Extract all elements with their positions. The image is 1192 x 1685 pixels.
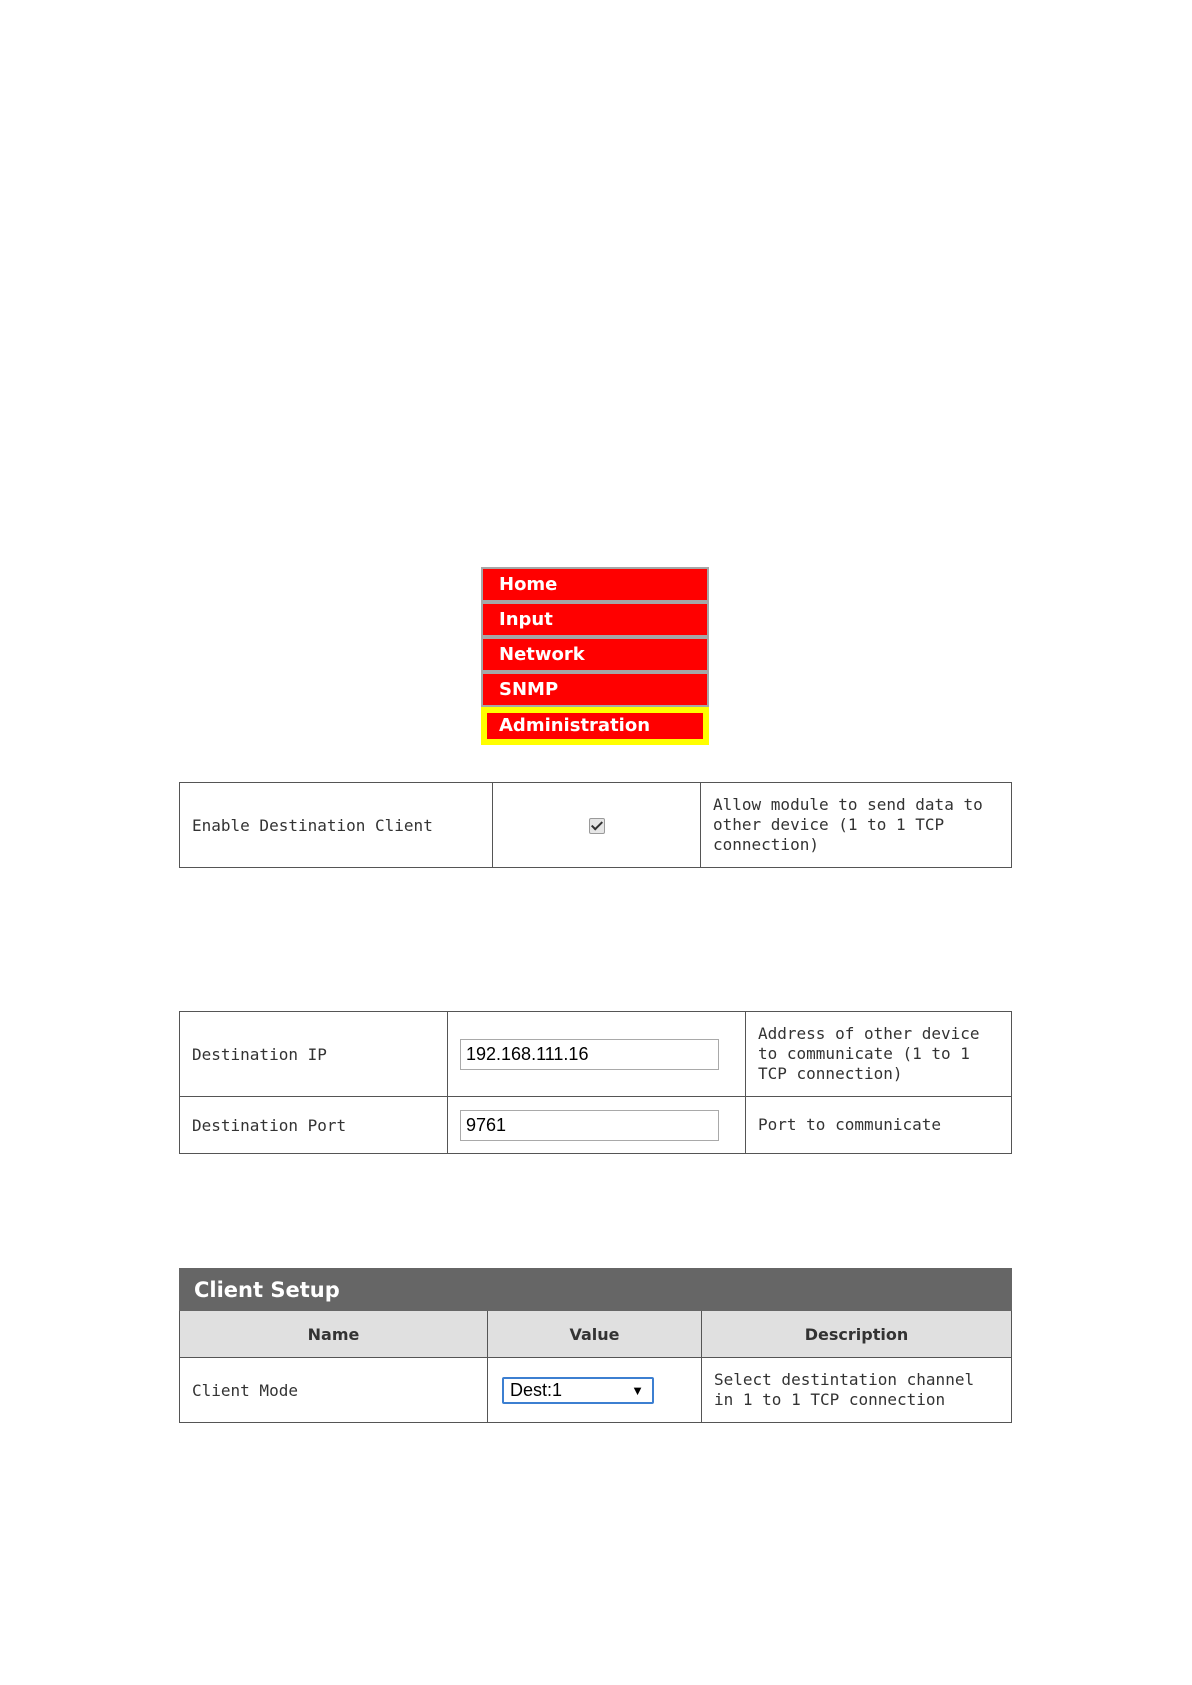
setting-value xyxy=(448,1097,746,1154)
setting-name: Destination IP xyxy=(180,1012,448,1097)
setting-description: Port to communicate xyxy=(746,1097,1012,1154)
destination-ip-input[interactable] xyxy=(460,1039,719,1070)
chevron-down-icon: ▼ xyxy=(631,1382,644,1398)
column-header-name: Name xyxy=(180,1311,488,1358)
table-header-row xyxy=(180,1311,1012,1358)
column-header-value: Value xyxy=(488,1311,702,1358)
table-row xyxy=(180,1097,1012,1154)
enable-destination-client-checkbox[interactable] xyxy=(589,818,605,834)
setting-value xyxy=(448,1012,746,1097)
setting-description: Select destintation channel in 1 to 1 TCP connection xyxy=(702,1358,1012,1423)
table-row xyxy=(180,783,1012,868)
setting-name: Destination Port xyxy=(180,1097,448,1154)
table-row xyxy=(180,1358,1012,1423)
destination-port-input[interactable] xyxy=(460,1110,719,1141)
nav-item-network[interactable]: Network xyxy=(481,637,709,672)
table-title: Client Setup xyxy=(180,1269,1012,1311)
nav-item-input[interactable]: Input xyxy=(481,602,709,637)
setting-name: Client Mode xyxy=(180,1358,488,1423)
destination-table xyxy=(179,1011,1012,1154)
nav-item-home[interactable]: Home xyxy=(481,567,709,602)
setting-description: Allow module to send data to other device (1 to 1 TCP connection) xyxy=(701,783,1012,868)
enable-client-table xyxy=(179,782,1012,868)
nav-item-administration[interactable]: Administration xyxy=(481,707,709,745)
client-setup-table xyxy=(179,1268,1012,1423)
column-header-description: Description xyxy=(702,1311,1012,1358)
client-mode-selected-value: Dest:1 xyxy=(510,1379,563,1400)
main-nav xyxy=(481,567,709,745)
setting-name: Enable Destination Client xyxy=(180,783,493,868)
client-mode-select[interactable] xyxy=(502,1377,654,1404)
setting-value xyxy=(488,1358,702,1423)
table-title-row xyxy=(180,1269,1012,1311)
table-row xyxy=(180,1012,1012,1097)
nav-item-snmp[interactable]: SNMP xyxy=(481,672,709,707)
setting-description: Address of other device to communicate (1 to 1 TCP connection) xyxy=(746,1012,1012,1097)
setting-value xyxy=(493,783,701,868)
